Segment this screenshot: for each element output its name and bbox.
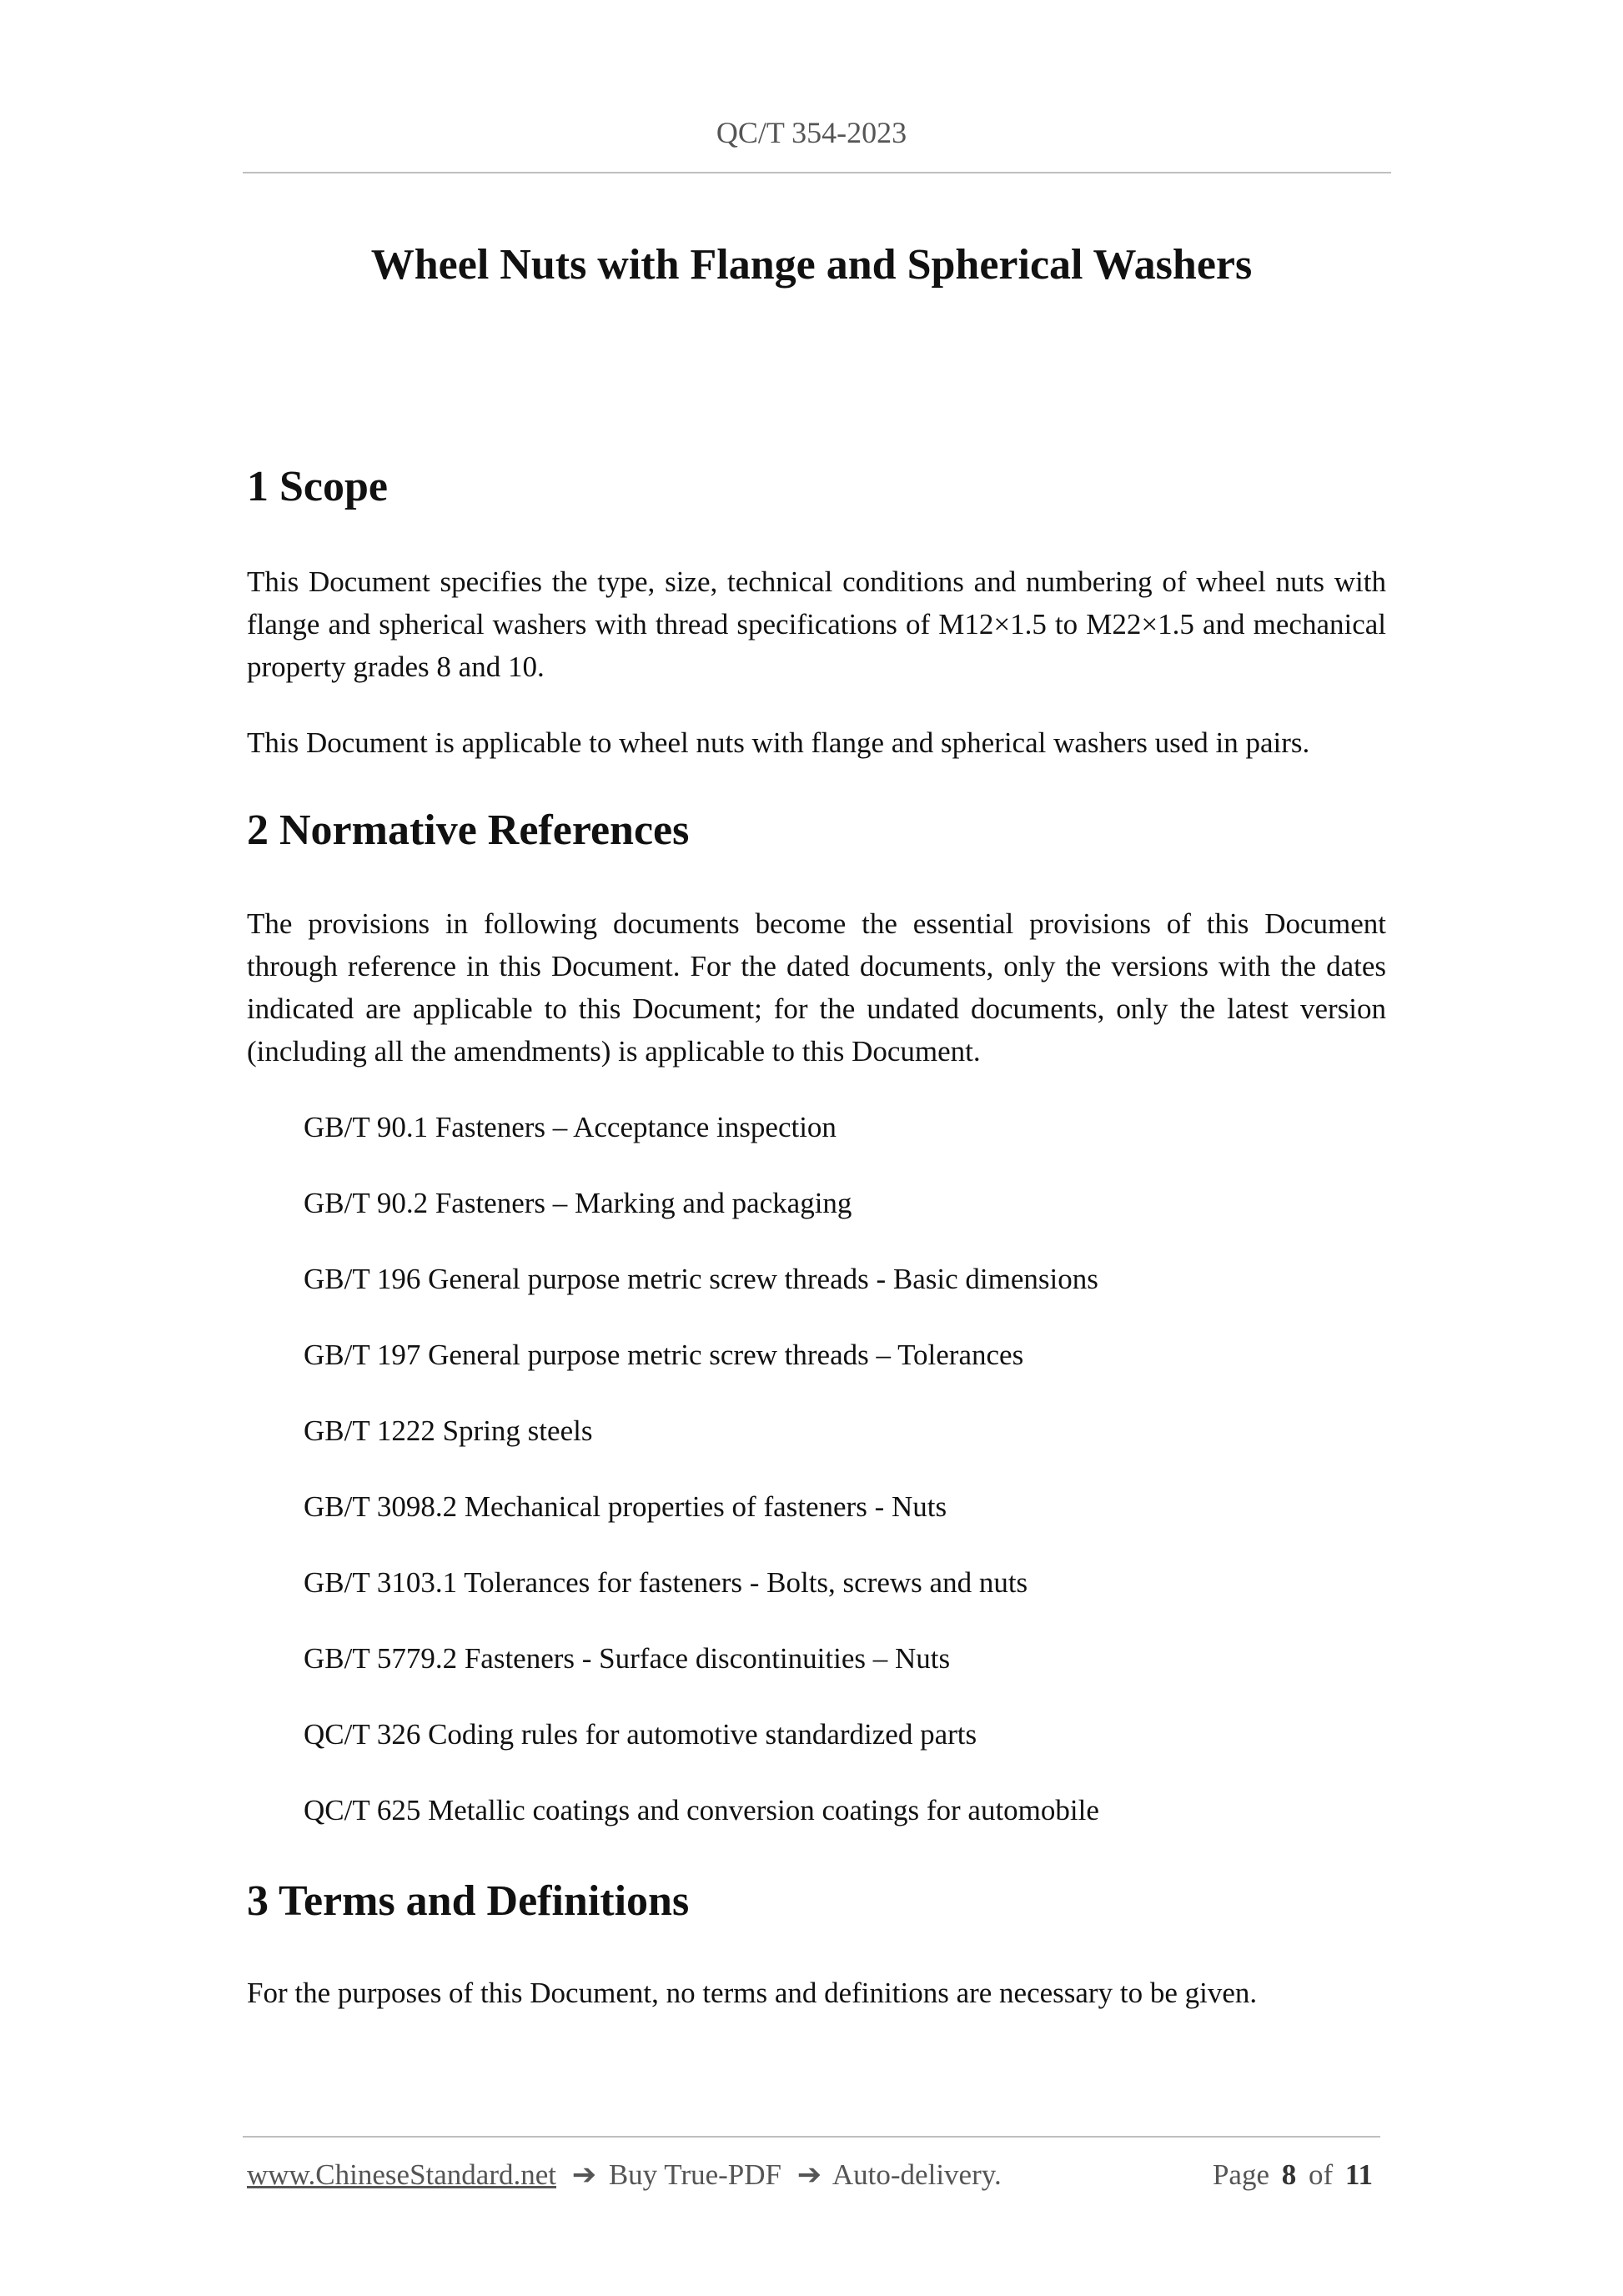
- reference-item: GB/T 197 General purpose metric screw threads – Tolerances: [304, 1339, 1024, 1371]
- header-standard-code: QC/T 354-2023: [716, 116, 907, 149]
- reference-item: QC/T 326 Coding rules for automotive standardized parts: [304, 1718, 977, 1751]
- scope-paragraph: This Document specifies the type, size, technical conditions and numbering of wheel nuts with flange and spherical washers with thread specifications of M12×1.5 to M22×1.5 and mechanical property grades 8 and 10.: [247, 565, 1386, 683]
- current-page-number: 8: [1281, 2158, 1297, 2191]
- auto-delivery-text: Auto-delivery.: [832, 2158, 1002, 2191]
- reference-item: GB/T 90.1 Fasteners – Acceptance inspection: [304, 1111, 837, 1143]
- section-heading-normative-references: 2 Normative References: [247, 806, 690, 854]
- page-footer: [247, 2158, 1378, 2200]
- scope-paragraph: This Document is applicable to wheel nuts with flange and spherical washers used in pairs.: [247, 726, 1310, 759]
- reference-item: GB/T 196 General purpose metric screw threads - Basic dimensions: [304, 1263, 1098, 1295]
- page-label: Page: [1212, 2158, 1270, 2191]
- document-body: [247, 460, 1386, 2014]
- arrow-right-icon: ➔: [796, 2158, 822, 2191]
- website-link[interactable]: www.ChineseStandard.net: [247, 2158, 556, 2191]
- footer-divider: [243, 2136, 1380, 2138]
- reference-item: GB/T 1222 Spring steels: [304, 1414, 593, 1447]
- section-heading-terms-and-definitions: 3 Terms and Definitions: [247, 1877, 690, 1925]
- reference-item: GB/T 3098.2 Mechanical properties of fasteners - Nuts: [304, 1490, 947, 1523]
- section-heading-scope: 1 Scope: [247, 463, 388, 510]
- page-indicator: [1213, 2158, 1378, 2192]
- total-pages-number: 11: [1344, 2158, 1373, 2191]
- of-label: of: [1309, 2158, 1334, 2191]
- reference-item: GB/T 90.2 Fasteners – Marking and packaging: [304, 1187, 852, 1219]
- header-divider: [243, 172, 1391, 173]
- buy-true-pdf-text: Buy True-PDF: [608, 2158, 781, 2191]
- arrow-right-icon: ➔: [571, 2158, 597, 2191]
- footer-promo: [247, 2158, 1002, 2192]
- document-title: Wheel Nuts with Flange and Spherical Washers: [370, 241, 1253, 289]
- reference-item: GB/T 5779.2 Fasteners - Surface discontinuities – Nuts: [304, 1642, 951, 1675]
- reference-list: [247, 1106, 1386, 1831]
- terms-paragraph: For the purposes of this Document, no terms and definitions are necessary to be given.: [247, 1977, 1258, 2009]
- reference-item: GB/T 3103.1 Tolerances for fasteners - Bolts, screws and nuts: [304, 1566, 1028, 1599]
- normative-references-intro: The provisions in following documents become the essential provisions of this Document through reference in this Document. For the dated documents, only the versions with the dates indicated are applicable to this Document; for the undated documents, only the latest version (including all the amendments) is applicable to this Document.: [247, 907, 1386, 1068]
- reference-item: QC/T 625 Metallic coatings and conversion coatings for automobile: [304, 1794, 1099, 1826]
